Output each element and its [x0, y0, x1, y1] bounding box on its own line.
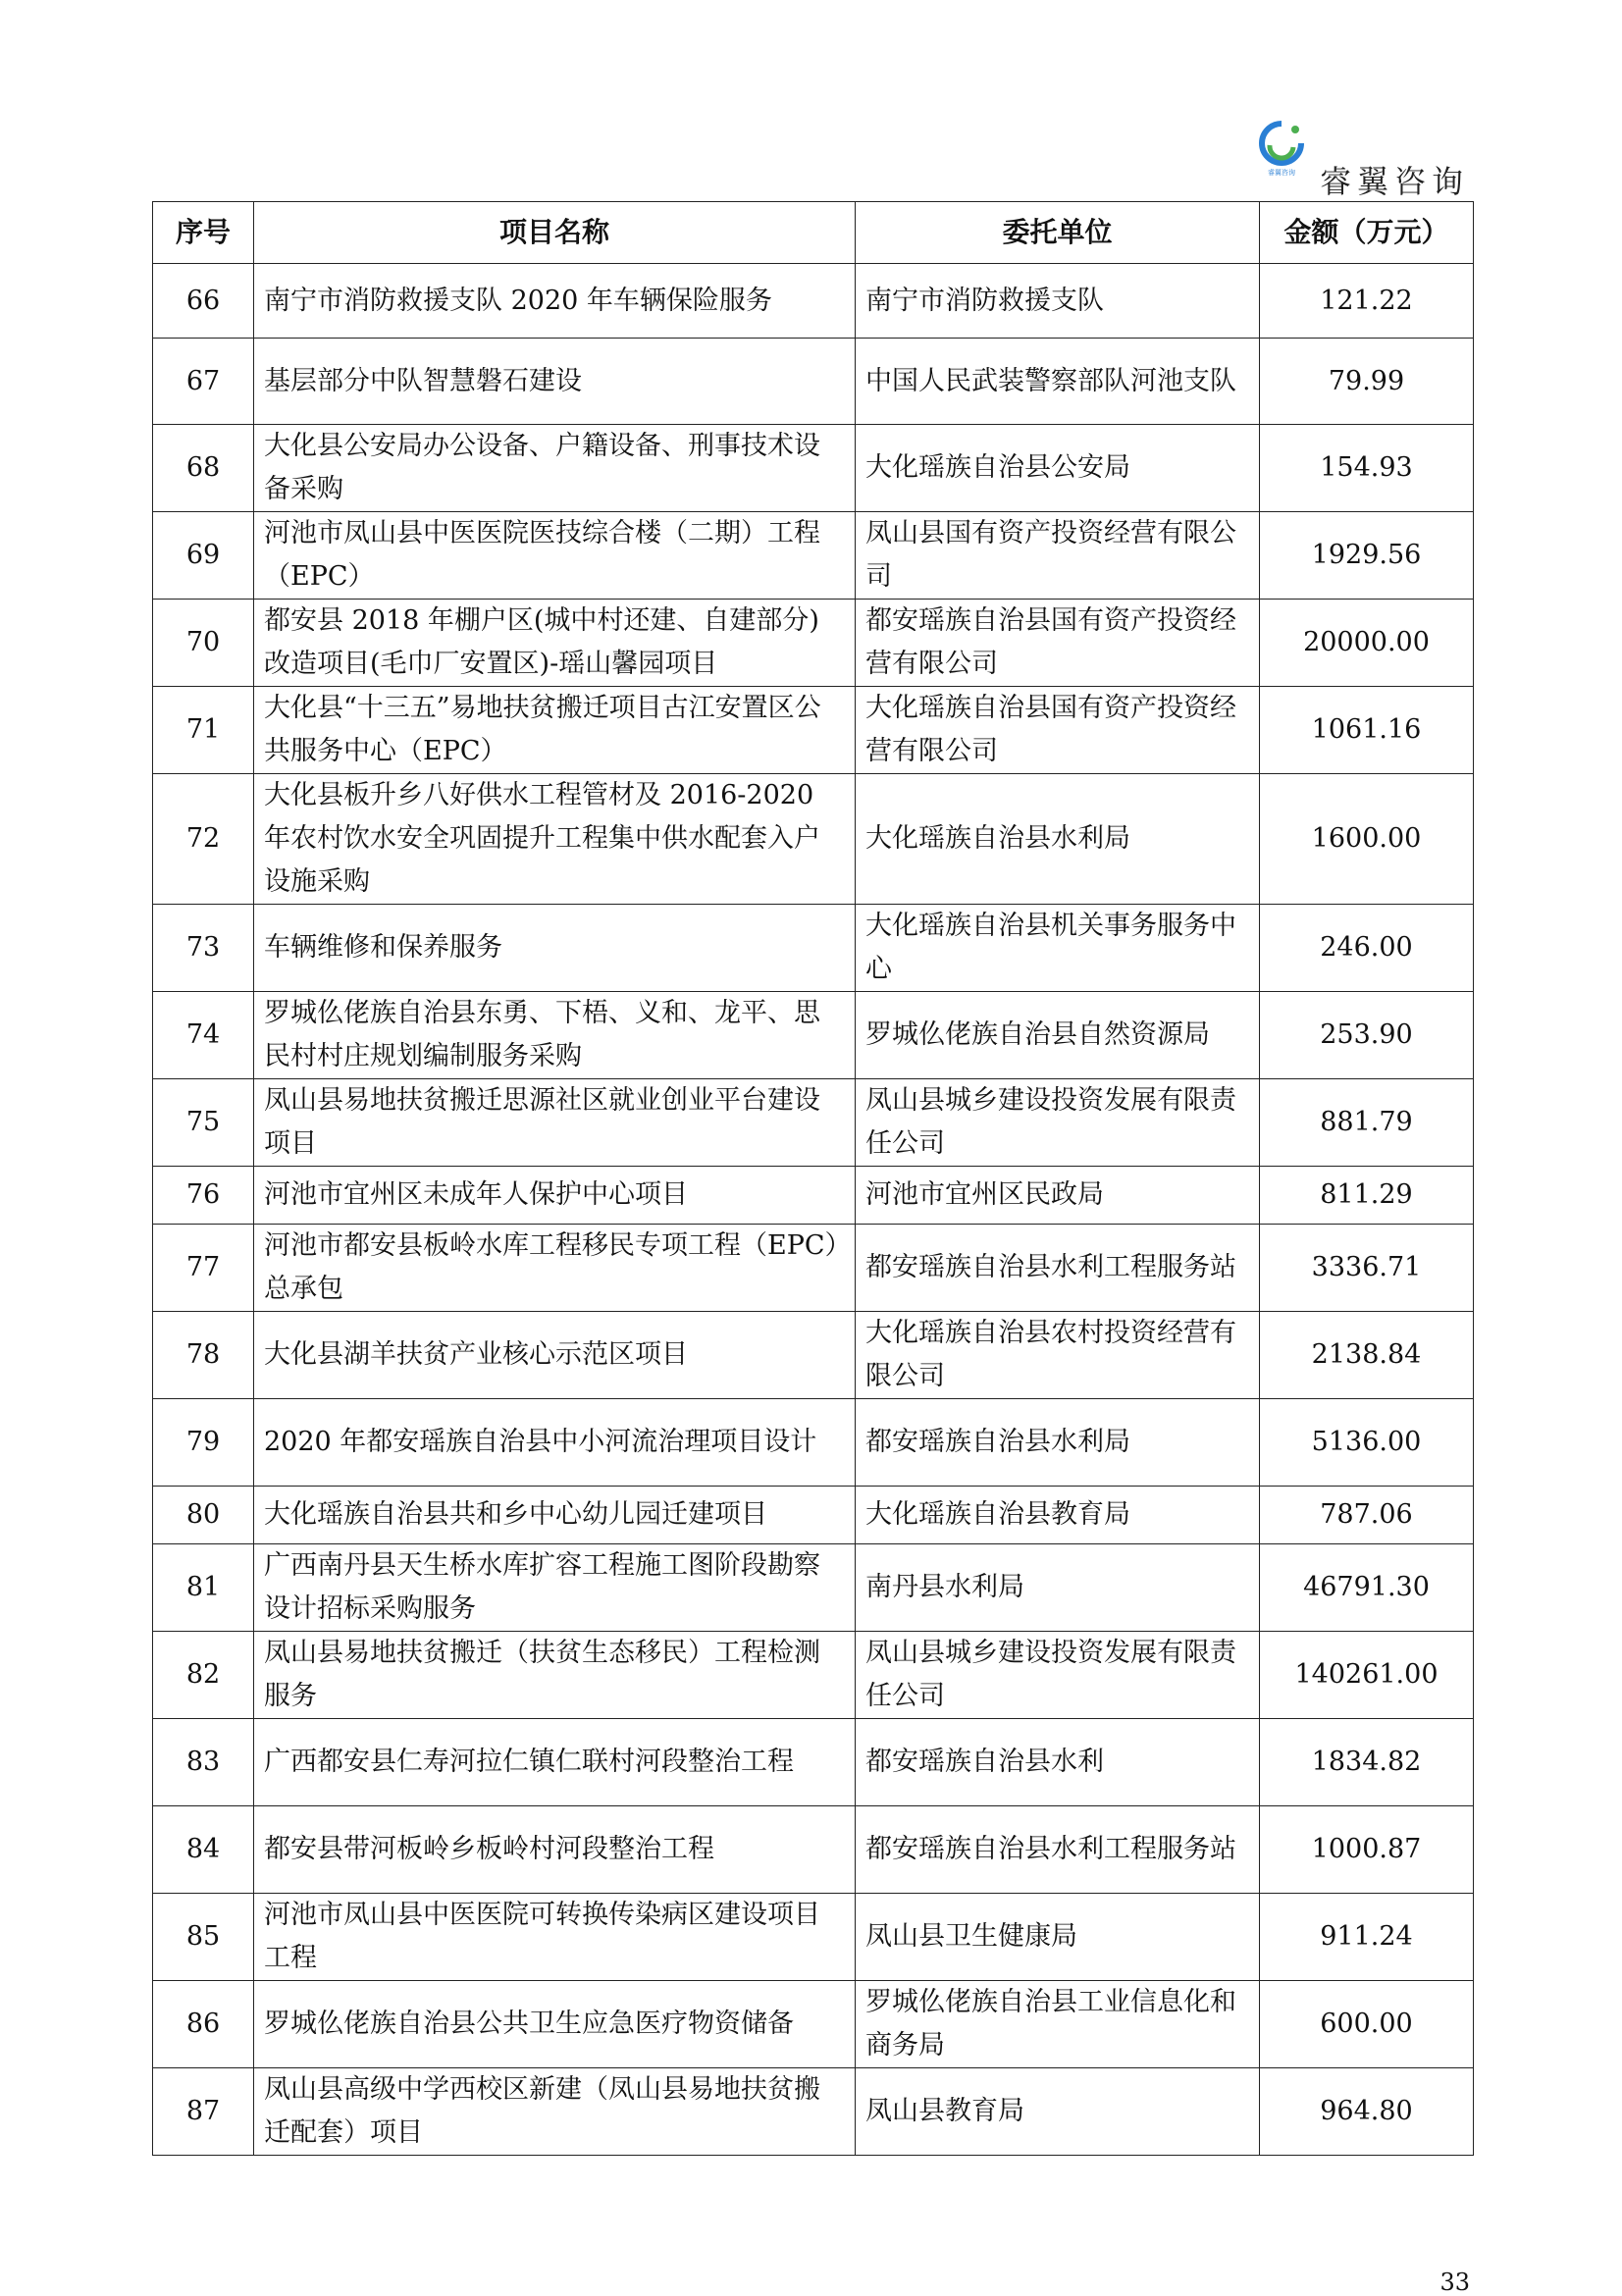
client-cell: 罗城仫佬族自治县工业信息化和商务局: [856, 1981, 1260, 2068]
table-row: [153, 774, 1474, 905]
table-row: [153, 1981, 1474, 2068]
amount-cell: 1061.16: [1260, 687, 1474, 774]
header-client: 委托单位: [856, 202, 1260, 264]
header-amount: 金额（万元）: [1260, 202, 1474, 264]
amount-cell: 154.93: [1260, 425, 1474, 512]
client-cell: 大化瑶族自治县农村投资经营有限公司: [856, 1312, 1260, 1399]
client-cell: 凤山县国有资产投资经营有限公司: [856, 512, 1260, 600]
row-number: 66: [153, 264, 254, 339]
client-cell: 大化瑶族自治县机关事务服务中心: [856, 905, 1260, 992]
row-number: 73: [153, 905, 254, 992]
project-name-cell: 2020 年都安瑶族自治县中小河流治理项目设计: [254, 1399, 856, 1487]
amount-cell: 3336.71: [1260, 1225, 1474, 1312]
amount-cell: 46791.30: [1260, 1544, 1474, 1632]
header-no: 序号: [153, 202, 254, 264]
client-cell: 都安瑶族自治县水利局: [856, 1399, 1260, 1487]
client-cell: 凤山县教育局: [856, 2068, 1260, 2156]
page-number: 33: [1439, 2269, 1470, 2296]
project-name-cell: 基层部分中队智慧磐石建设: [254, 339, 856, 425]
amount-cell: 964.80: [1260, 2068, 1474, 2156]
client-cell: 大化瑶族自治县公安局: [856, 425, 1260, 512]
row-number: 72: [153, 774, 254, 905]
amount-cell: 600.00: [1260, 1981, 1474, 2068]
table-row: [153, 992, 1474, 1079]
table-row: [153, 1544, 1474, 1632]
row-number: 75: [153, 1079, 254, 1167]
client-cell: 都安瑶族自治县水利工程服务站: [856, 1806, 1260, 1894]
client-cell: 大化瑶族自治县教育局: [856, 1487, 1260, 1544]
table-row: [153, 1079, 1474, 1167]
table-header-row: [153, 202, 1474, 264]
table-row: [153, 339, 1474, 425]
row-number: 71: [153, 687, 254, 774]
table-row: [153, 1894, 1474, 1981]
client-cell: 南丹县水利局: [856, 1544, 1260, 1632]
project-name-cell: 大化县“十三五”易地扶贫搬迁项目古江安置区公共服务中心（EPC）: [254, 687, 856, 774]
project-name-cell: 罗城仫佬族自治县东勇、下梧、义和、龙平、思民村村庄规划编制服务采购: [254, 992, 856, 1079]
amount-cell: 1600.00: [1260, 774, 1474, 905]
amount-cell: 1000.87: [1260, 1806, 1474, 1894]
project-name-cell: 大化县湖羊扶贫产业核心示范区项目: [254, 1312, 856, 1399]
table-row: [153, 512, 1474, 600]
amount-cell: 1929.56: [1260, 512, 1474, 600]
project-table-container: [152, 201, 1473, 2156]
client-cell: 凤山县卫生健康局: [856, 1894, 1260, 1981]
table-row: [153, 600, 1474, 687]
table-row: [153, 1225, 1474, 1312]
amount-cell: 5136.00: [1260, 1399, 1474, 1487]
project-name-cell: 大化县板升乡八好供水工程管材及 2016-2020 年农村饮水安全巩固提升工程集中供水配套入户设施采购: [254, 774, 856, 905]
client-cell: 凤山县城乡建设投资发展有限责任公司: [856, 1079, 1260, 1167]
project-name-cell: 大化瑶族自治县共和乡中心幼儿园迁建项目: [254, 1487, 856, 1544]
client-cell: 南宁市消防救援支队: [856, 264, 1260, 339]
row-number: 82: [153, 1632, 254, 1719]
row-number: 86: [153, 1981, 254, 2068]
project-name-cell: 广西都安县仁寿河拉仁镇仁联村河段整治工程: [254, 1719, 856, 1806]
row-number: 84: [153, 1806, 254, 1894]
client-cell: 中国人民武装警察部队河池支队: [856, 339, 1260, 425]
amount-cell: 881.79: [1260, 1079, 1474, 1167]
table-row: [153, 2068, 1474, 2156]
table-row: [153, 1632, 1474, 1719]
amount-cell: 253.90: [1260, 992, 1474, 1079]
row-number: 79: [153, 1399, 254, 1487]
amount-cell: 1834.82: [1260, 1719, 1474, 1806]
amount-cell: 140261.00: [1260, 1632, 1474, 1719]
table-row: [153, 1719, 1474, 1806]
table-row: [153, 1167, 1474, 1225]
project-name-cell: 河池市凤山县中医医院可转换传染病区建设项目工程: [254, 1894, 856, 1981]
project-name-cell: 都安县 2018 年棚户区(城中村还建、自建部分)改造项目(毛巾厂安置区)-瑶山馨园项目: [254, 600, 856, 687]
project-name-cell: 罗城仫佬族自治县公共卫生应急医疗物资储备: [254, 1981, 856, 2068]
project-name-cell: 南宁市消防救援支队 2020 年车辆保险服务: [254, 264, 856, 339]
project-name-cell: 河池市都安县板岭水库工程移民专项工程（EPC）总承包: [254, 1225, 856, 1312]
client-cell: 罗城仫佬族自治县自然资源局: [856, 992, 1260, 1079]
amount-cell: 79.99: [1260, 339, 1474, 425]
row-number: 80: [153, 1487, 254, 1544]
table-row: [153, 1487, 1474, 1544]
company-logo: [1256, 118, 1307, 177]
amount-cell: 2138.84: [1260, 1312, 1474, 1399]
brand-name: 睿翼咨询: [1320, 163, 1470, 200]
amount-cell: 121.22: [1260, 264, 1474, 339]
row-number: 81: [153, 1544, 254, 1632]
amount-cell: 787.06: [1260, 1487, 1474, 1544]
amount-cell: 911.24: [1260, 1894, 1474, 1981]
table-row: [153, 1399, 1474, 1487]
table-row: [153, 264, 1474, 339]
amount-cell: 246.00: [1260, 905, 1474, 992]
table-row: [153, 905, 1474, 992]
table-row: [153, 425, 1474, 512]
row-number: 77: [153, 1225, 254, 1312]
amount-cell: 811.29: [1260, 1167, 1474, 1225]
table-row: [153, 1806, 1474, 1894]
logo-caption: 睿翼咨询: [1268, 169, 1295, 177]
client-cell: 凤山县城乡建设投资发展有限责任公司: [856, 1632, 1260, 1719]
row-number: 69: [153, 512, 254, 600]
row-number: 67: [153, 339, 254, 425]
row-number: 76: [153, 1167, 254, 1225]
project-name-cell: 车辆维修和保养服务: [254, 905, 856, 992]
client-cell: 大化瑶族自治县国有资产投资经营有限公司: [856, 687, 1260, 774]
project-name-cell: 凤山县高级中学西校区新建（凤山县易地扶贫搬迁配套）项目: [254, 2068, 856, 2156]
row-number: 87: [153, 2068, 254, 2156]
row-number: 83: [153, 1719, 254, 1806]
table-body: [153, 264, 1474, 2156]
row-number: 70: [153, 600, 254, 687]
client-cell: 都安瑶族自治县国有资产投资经营有限公司: [856, 600, 1260, 687]
row-number: 68: [153, 425, 254, 512]
project-name-cell: 都安县带河板岭乡板岭村河段整治工程: [254, 1806, 856, 1894]
project-table: [152, 201, 1474, 2156]
header-project-name: 项目名称: [254, 202, 856, 264]
project-name-cell: 凤山县易地扶贫搬迁思源社区就业创业平台建设项目: [254, 1079, 856, 1167]
project-name-cell: 广西南丹县天生桥水库扩容工程施工图阶段勘察设计招标采购服务: [254, 1544, 856, 1632]
project-name-cell: 河池市宜州区未成年人保护中心项目: [254, 1167, 856, 1225]
table-row: [153, 687, 1474, 774]
client-cell: 大化瑶族自治县水利局: [856, 774, 1260, 905]
table-row: [153, 1312, 1474, 1399]
project-name-cell: 河池市凤山县中医医院医技综合楼（二期）工程（EPC）: [254, 512, 856, 600]
client-cell: 都安瑶族自治县水利: [856, 1719, 1260, 1806]
row-number: 74: [153, 992, 254, 1079]
client-cell: 河池市宜州区民政局: [856, 1167, 1260, 1225]
project-name-cell: 大化县公安局办公设备、户籍设备、刑事技术设备采购: [254, 425, 856, 512]
row-number: 78: [153, 1312, 254, 1399]
client-cell: 都安瑶族自治县水利工程服务站: [856, 1225, 1260, 1312]
project-name-cell: 凤山县易地扶贫搬迁（扶贫生态移民）工程检测服务: [254, 1632, 856, 1719]
row-number: 85: [153, 1894, 254, 1981]
amount-cell: 20000.00: [1260, 600, 1474, 687]
